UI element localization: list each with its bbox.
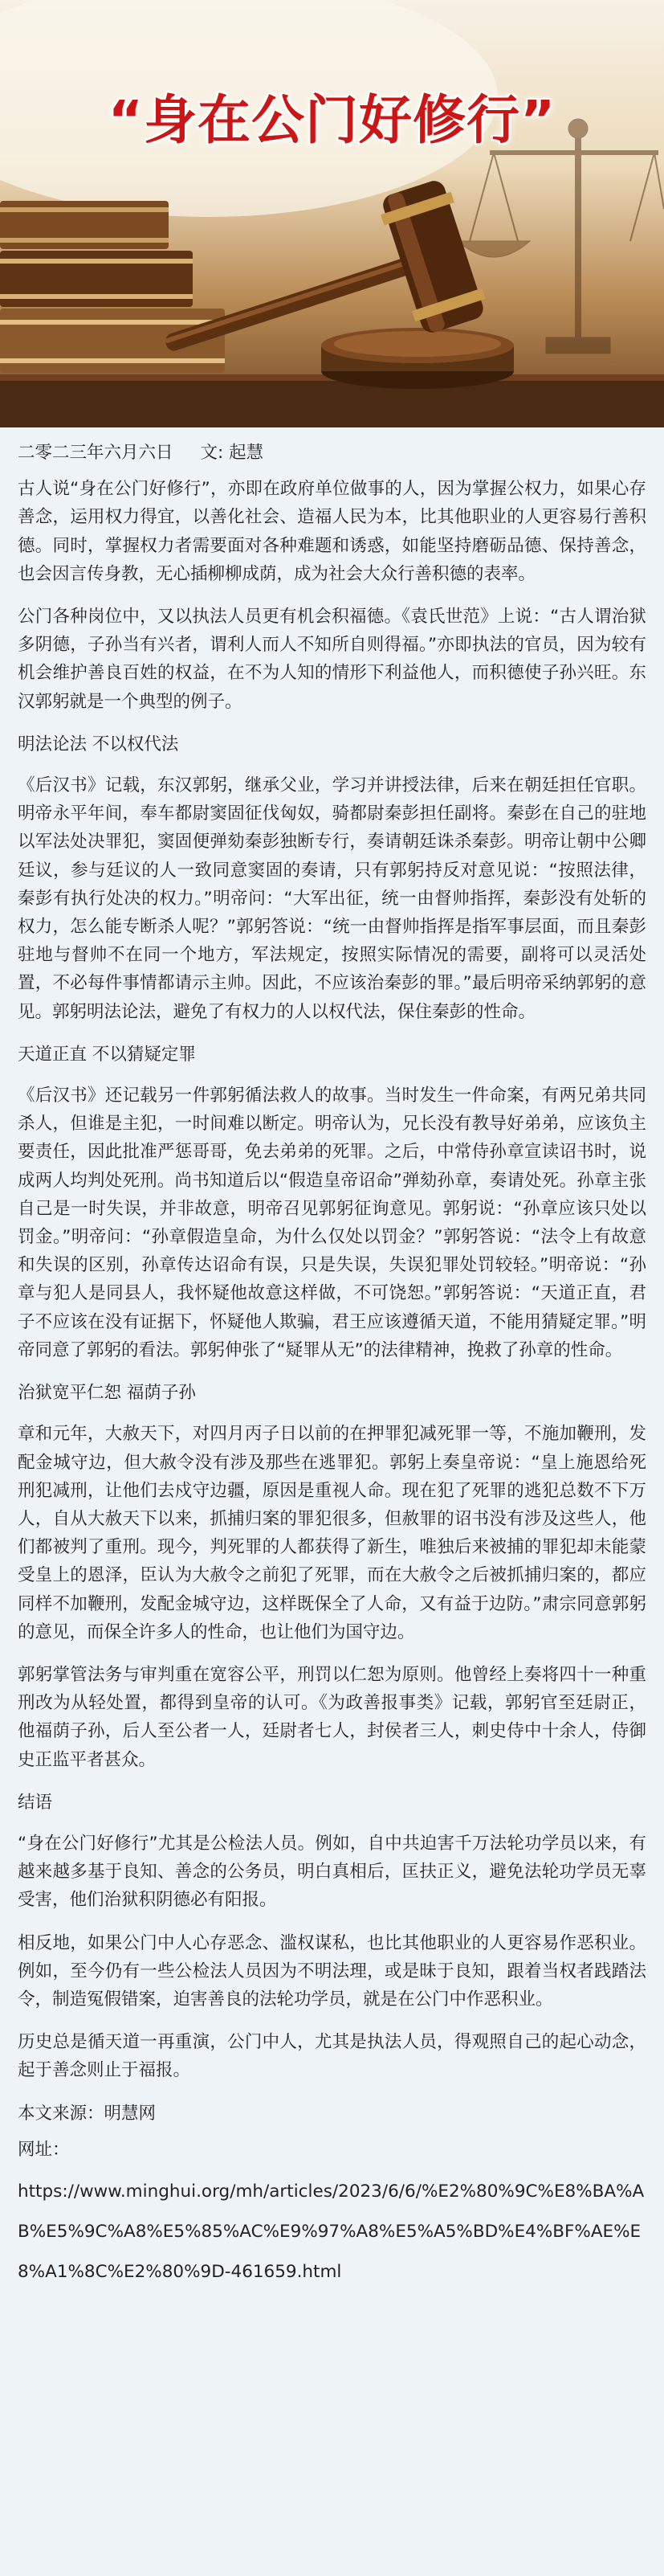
section-heading: 结语 [18,1792,53,1813]
section-heading: 治狱宽平仁恕 福荫子孙 [18,1383,196,1404]
publish-date: 二零二三年六月六日 [18,443,173,463]
paragraph: 古人说“身在公门好修行”，亦即在政府单位做事的人，因为掌握公权力，如果心存善念，运用权力得宜，以善化社会、造福人民为本，比其他职业的人更容易行善积德。同时，掌握权力者需要面对各种难题和诱惑，如能坚持磨砺品德、保持善念，也会因言传身教，无心插柳柳成荫，成为社会大众行善积德的表率。 [18,479,646,584]
paragraph: 章和元年，大赦天下，对四月丙子日以前的在押罪犯减死罪一等，不施加鞭刑，发配金城守边，但大赦令没有涉及那些在逃罪犯。郭躬上奏皇帝说：“皇上施恩给死刑犯减刑，让他们去戍守边疆，原因是重视人命。现在犯了死罪的逃犯总数不下万人，自从大赦天下以来，抓捕归案的罪犯很多，但赦罪的诏书没有涉及这些人，他们都被判了重刑。现今，判死罪的人都获得了新生，唯独后来被捕的罪犯却未能蒙受皇上的恩泽，臣认为大赦令之前犯了死罪，而在大赦令之后被抓捕归案的，都应同样不加鞭刑，发配金城守边，这样既保全了人命，又有益于边防。”肃宗同意郭躬的意见，而保全许多人的性命，也让他们为国守边。 [18,1424,646,1642]
books-icon [0,201,225,373]
gavel-illustration [0,0,664,427]
paragraph: 历史总是循天道一再重演，公门中人，尤其是执法人员，得观照自己的起心动念，起于善念则止于福报。 [18,2032,646,2081]
article-meta [18,439,646,467]
hero-banner [0,0,664,427]
paragraph: 《后汉书》还记载另一件郭躬循法救人的故事。当时发生一件命案，有两兄弟共同杀人，但谁是主犯，一时间难以断定。明帝认为，兄长没有教导好弟弟，应该负主要责任，因此批准严惩哥哥，免去弟弟的死罪。之后，中常侍孙章宣读诏书时，说成两人均判处死刑。尚书知道后以“假造皇帝诏命”弹劾孙章，奏请处死。孙章主张自己是一时失误，并非故意，明帝召见郭躬征询意见。郭躬说：“孙章应该只处以罚金。”明帝问：“孙章假造皇命，为什么仅处以罚金？”郭躬答说：“法令上有故意和失误的区别，孙章传达诏命有误，只是失误，失误犯罪处罚较轻。”明帝说：“孙章与犯人是同县人，我怀疑他故意这样做，不可饶恕。”郭躬答说：“天道正直，君子不应该在没有证据下，怀疑他人欺骗，君王应该遵循天道，不能用猜疑定罪。”明帝同意了郭躬的看法。郭躬伸张了“疑罪从无”的法律精神，挽救了孙章的性命。 [18,1086,646,1360]
scales-icon [458,119,664,354]
sound-block-icon [321,328,514,389]
paragraph: 郭躬掌管法务与审判重在宽容公平，刑罚以仁恕为原则。他曾经上奏将四十一种重刑改为从轻处置，都得到皇帝的认可。《为政善报事类》记载，郭躬官至廷尉正，他福荫子孙，后人至公者一人，廷尉者七人，封侯者三人，刺史侍中十余人，侍御史正监平者甚众。 [18,1664,646,1770]
paragraph: 公门各种岗位中，又以执法人员更有机会积福德。《袁氏世范》上说：“古人谓治狱多阴德，子孙当有兴者，谓利人而人不知所自则得福。”亦即执法的官员，因为较有机会维护善良百姓的权益，在不为人知的情形下利益他人，而积德使子孙兴旺。东汉郭躬就是一个典型的例子。 [18,607,646,712]
article-body [0,427,664,2300]
source-line: 本文来源：明慧网 [18,2103,157,2124]
section-heading: 明法论法 不以权代法 [18,734,179,754]
section-heading: 天道正直 不以猜疑定罪 [18,1044,196,1065]
source-url-link[interactable]: https://www.minghui.org/mh/articles/2023/6/6/%E2%80%9C%E8%BA%AB%E5%9C%A8%E5%85%AC%E9%97%A8%E5%A5%BD%E4%BF%AE%E8%A1%8C%E2%80%9D-461659.html [18,2181,645,2282]
page-title: “身在公门好修行” [108,89,556,151]
author: 文: 起慧 [200,443,264,463]
paragraph: 《后汉书》记载，东汉郭躬，继承父业，学习并讲授法律，后来在朝廷担任官职。明帝永平年间，奉车都尉窦固征伐匈奴，骑都尉秦彭担任副将。秦彭在自己的驻地以军法处决罪犯，窦固便弹劾秦彭独断专行，奏请朝廷诛杀秦彭。明帝让朝中公卿廷议，参与廷议的人一致同意窦固的奏请，只有郭躬持反对意见说：“按照法律，秦彭有执行处决的权力。”明帝问：“大军出征，统一由督帅指挥，秦彭没有处斩的权力，怎么能专断杀人呢？”郭躬答说：“统一由督帅指挥是指军事层面，而且秦彭驻地与督帅不在同一个地方，军法规定，按照实际情况的需要，副将可以灵活处置，不必每件事情都请示主帅。因此，不应该治秦彭的罪。”最后明帝采纳郭躬的意见。郭躬明法论法，避免了有权力的人以权代法，保住秦彭的性命。 [18,775,646,1022]
paragraph: 相反地，如果公门中人心存恶念、滥权谋私，也比其他职业的人更容易作恶积业。例如，至今仍有一些公检法人员因为不明法理，或是昧于良知，跟着当权者践踏法令，制造冤假错案，迫害善良的法轮功学员，就是在公门中作恶积业。 [18,1932,646,2010]
paragraph: “身在公门好修行”尤其是公检法人员。例如，自中共迫害千万法轮功学员以来，有越来越多基于良知、善念的公务员，明白真相后，匡扶正义，避免法轮功学员无辜受害，他们治狱积阴德必有阳报。 [18,1833,646,1911]
url-label: 网址： [18,2139,70,2160]
